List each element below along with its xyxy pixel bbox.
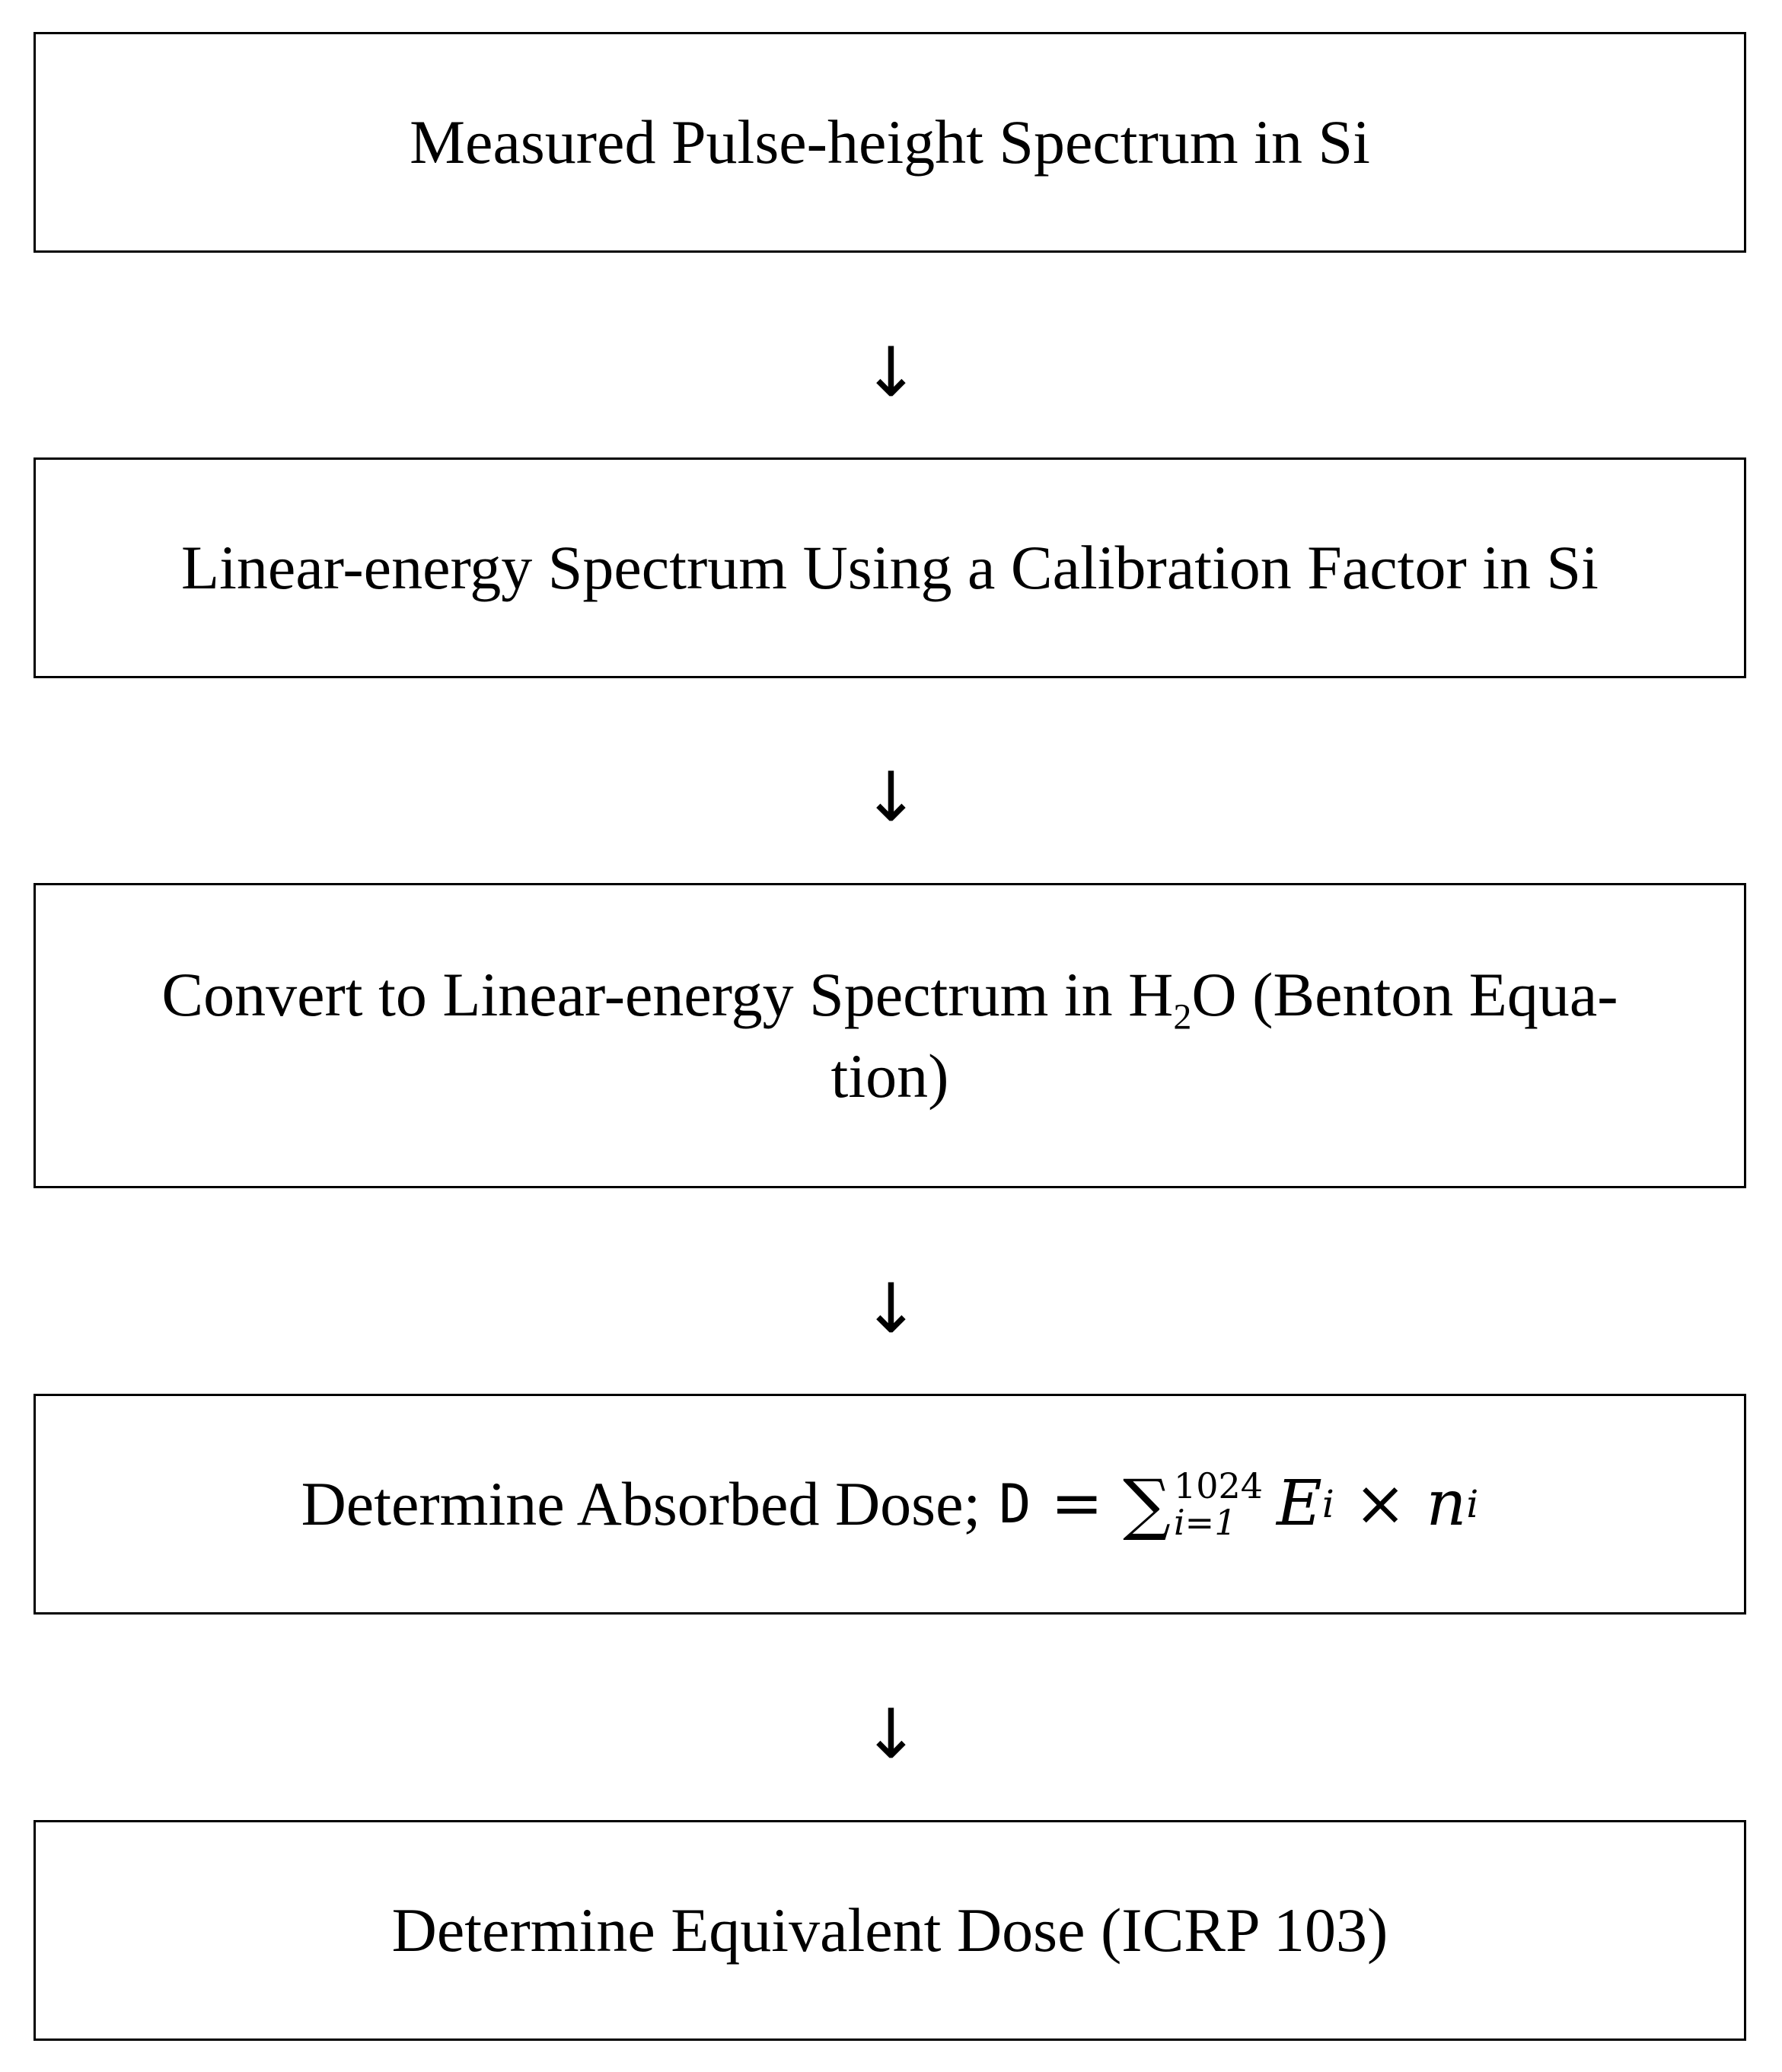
down-arrow-icon: ↓ [862,757,920,837]
absorbed-dose-formula [999,1464,1478,1544]
step-label: Determine Absorbed Dose; [301,1468,981,1538]
formula-lhs: D [999,1473,1031,1535]
step-label-part: Convert to Linear-energy Spectrum in H [161,959,1174,1029]
step-label: Determine Equivalent Dose (ICRP 103) [391,1895,1388,1965]
formula-term-n: n [1426,1467,1467,1540]
step-absorbed-dose [33,1394,1746,1615]
formula-equals: = [1050,1467,1104,1540]
formula-term-e: E [1277,1467,1322,1540]
down-arrow-icon: ↓ [862,1694,920,1774]
formula-operator: × [1353,1467,1407,1540]
sum-symbol: ∑ [1123,1465,1171,1544]
step-label [161,958,1618,1114]
down-arrow-icon: ↓ [862,1269,920,1349]
sum-limits [1173,1465,1264,1543]
step-label-part: tion) [830,1041,949,1111]
step-equivalent-dose [33,1820,1746,2041]
step-label-part: O (Benton Equa- [1191,959,1618,1029]
step-label: Linear-energy Spectrum Using a Calibration Factor in Si [181,532,1599,602]
sum-lower-limit: i=1 [1173,1502,1237,1543]
step-convert-h2o [33,883,1746,1188]
formula-term-e-sub: i [1321,1482,1334,1526]
step-label: Measured Pulse-height Spectrum in Si [410,107,1370,177]
sum-upper-limit: 1024 [1173,1465,1264,1506]
step-linear-energy-si [33,457,1746,678]
down-arrow-icon: ↓ [862,333,920,413]
formula-term-n-sub: i [1466,1482,1479,1526]
step-measured-pulse-height [33,32,1746,253]
subscript-2: 2 [1173,996,1192,1038]
